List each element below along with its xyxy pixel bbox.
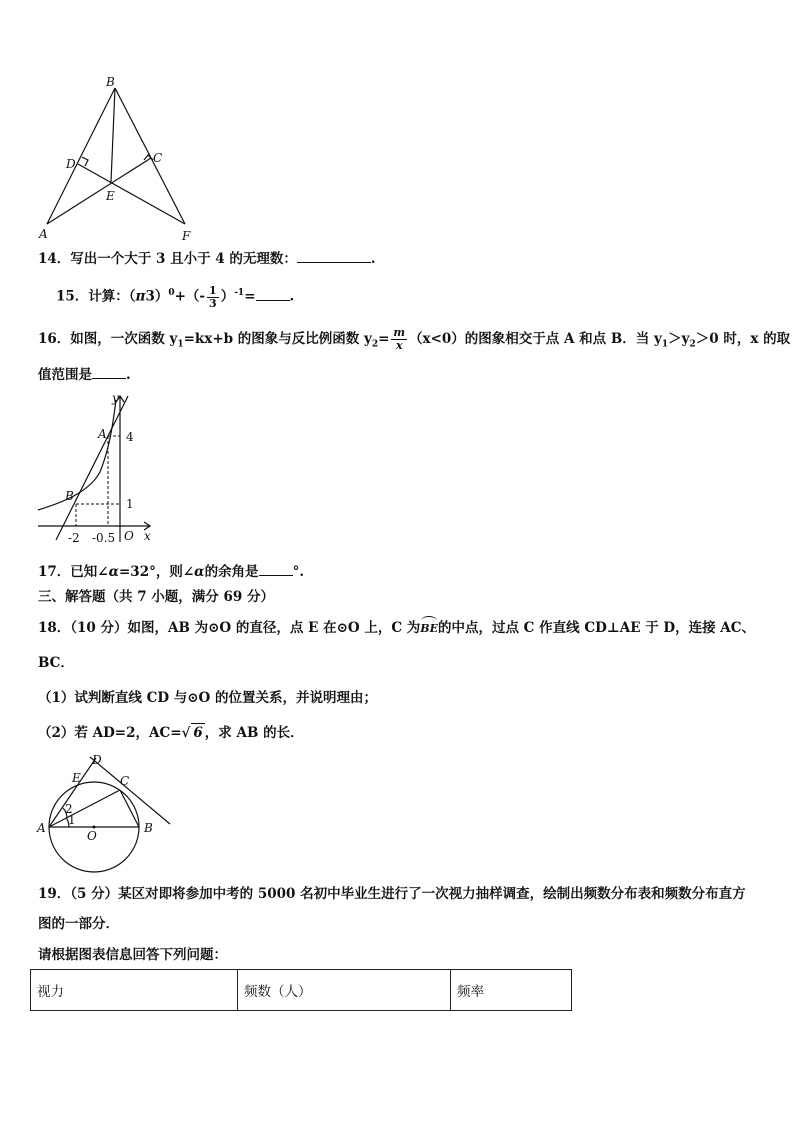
question-17: 17．已知∠α=32°，则∠α的余角是 °.	[38, 564, 305, 580]
question-18-line2: BC．	[38, 655, 74, 671]
figure-circle-ab	[32, 752, 174, 874]
label-b: B	[144, 821, 153, 835]
segment-ac	[47, 158, 151, 224]
label-a: A	[39, 227, 48, 241]
right-angle-d	[82, 157, 88, 166]
segment-be	[111, 88, 115, 182]
label-x: x	[144, 529, 151, 543]
figure-triangle-abef	[30, 72, 210, 244]
label-value-1: 1	[126, 497, 134, 511]
linear-function-line	[56, 396, 128, 540]
label-value-minus2: -2	[68, 531, 80, 545]
label-y: y	[112, 392, 119, 405]
label-f: F	[182, 229, 191, 243]
question-19-line2: 图的一部分．	[38, 916, 119, 932]
frequency-table	[30, 969, 572, 1011]
fraction-one-third: $\frac{1}{3}$	[209, 283, 217, 310]
segment-ac	[49, 790, 120, 827]
label-angle-2: 2	[65, 802, 73, 816]
label-b: B	[65, 489, 74, 503]
segment-ba	[47, 88, 115, 224]
table-header-cell: 视力	[31, 970, 238, 1011]
question-19: 19．（5 分）某区对即将参加中考的 5000 名初中毕业生进行了一次视力抽样调查，绘制出频数分布表和频数分布直方	[38, 886, 746, 902]
label-value-minus05: -0.5	[92, 531, 116, 545]
label-e: E	[106, 189, 115, 203]
label-a: A	[37, 821, 46, 835]
arc-be: BE	[420, 620, 438, 638]
label-c: C	[153, 151, 163, 165]
label-angle-1: 1	[68, 813, 76, 827]
question-18: 18．（10 分）如图，AB 为⊙O 的直径，点 E 在⊙O 上，C 为BE 的中点，过点 C 作直线 CD⊥AE 于 D，连接 AC、	[38, 619, 755, 638]
answer-blank-16[interactable]	[92, 366, 126, 379]
table-header-cell: 频数（人）	[238, 970, 451, 1011]
answer-blank-17[interactable]	[259, 563, 293, 576]
inverse-function-curve	[38, 400, 116, 510]
section-title: 三、解答题（共 7 小题，满分 69 分）	[38, 589, 274, 605]
question-18-sub1: （1）试判断直线 CD 与⊙O 的位置关系，并说明理由；	[38, 690, 378, 706]
question-16: 16．如图，一次函数 $y_1=kx+b$ 的图象与反比例函数 $y_2=$ $\frac{m}{x}$ （x<0）的图象相交于点 A 和点 B．当 $y_1>y_2>0$ 时，x 的取	[38, 326, 791, 352]
label-o: O	[124, 529, 134, 543]
label-e: E	[72, 771, 81, 785]
label-value-4: 4	[126, 430, 134, 444]
tangent-line-dc	[90, 757, 170, 824]
question-19-prompt: 请根据图表信息回答下列问题：	[38, 947, 227, 963]
question-18-sub2: （2）若 AD=2，AC=√ 6 ，求 AB 的长．	[38, 725, 304, 741]
table-header-cell: 频率	[451, 970, 572, 1011]
label-a: A	[98, 427, 107, 441]
label-d: D	[66, 157, 76, 171]
answer-blank-14[interactable]	[297, 250, 371, 263]
table-header-row	[31, 970, 572, 1011]
figure-function-graph	[34, 392, 160, 548]
label-b: B	[106, 75, 115, 89]
fraction-m-over-x: $\frac{m}{x}$	[393, 326, 406, 352]
label-d: D	[92, 753, 102, 767]
segment-bf	[115, 88, 185, 224]
question-16-line2: 值范围是 .	[38, 367, 131, 383]
answer-blank-15[interactable]	[256, 288, 290, 301]
label-c: C	[120, 774, 130, 788]
label-o: O	[87, 829, 97, 843]
question-14: 14．写出一个大于 3 且小于 4 的无理数： .	[38, 251, 376, 267]
question-15: 15．计算：$(\pi 3)^0+(-$ $\frac{1}{3}$ ）$^{-1}$= .	[56, 283, 295, 310]
